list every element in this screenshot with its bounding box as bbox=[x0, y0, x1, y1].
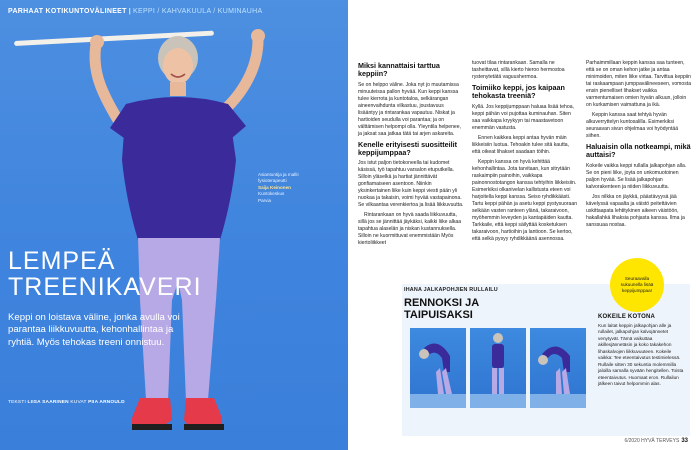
exercise-photo-3 bbox=[530, 328, 586, 408]
left-shoe bbox=[132, 398, 172, 428]
question-heading: Kenelle erityisesti suositteilit keppijumppaa? bbox=[358, 139, 458, 157]
answer-paragraph: Kyllä. Jos keppijumppaan haluaa lisää tehoa, keppi pähän voi pujottaa kuminauhan. Siten saa vaikkapa kryykyyn tai maastavetoon enemmän vastusta. bbox=[472, 103, 574, 131]
credit-text-author: LIISA SAARINEN bbox=[27, 400, 69, 405]
right-hand bbox=[251, 29, 265, 43]
question-heading: Miksi kannattaisi tarttua keppiin? bbox=[358, 61, 440, 79]
kicker-section: PARHAAT KOTIKUNTOVÄLINEET bbox=[8, 8, 127, 15]
left-hand bbox=[90, 35, 104, 49]
photo-floor bbox=[410, 394, 466, 408]
face bbox=[163, 48, 193, 84]
exercise-box-title bbox=[404, 297, 479, 321]
photo-floor bbox=[470, 394, 526, 408]
answer-paragraph: Ennen kaikkea keppi antaa hyvän mäin liikkeisiin luotua. Tehoakin tulee sitä kautta, että oikeat lihakset saadaan töihin. bbox=[472, 134, 570, 155]
headline bbox=[8, 248, 202, 301]
left-sole bbox=[132, 424, 172, 430]
sidebar-text: Kun laitat keppin jalkapohjan alle ja rullailet, jalkapohjan kalvojännetet venytyvät. Tämä vaikuttaa akillesjännetäsin ja koko takakehon lihaskalvojen liikkuvuuteen. Kokeile vaikka: Tee eteentaivutus testimielessä. Rullaile sitten 30 sekuntia molemmilla jaloilla samalla syvään hengitellen. Toista eteentaivutus. Huomaat eron. Rullailun jälkeen taivut helpommin alas. bbox=[598, 323, 684, 387]
answer-paragraph: Rintarankaan on hyvä saada liikkuvuutta, sillä jos se jännittää jäykäksi, kaikki liike alkaa tapahtua alaselän ja niskan kustannuksella. Silloin ne kuormittuvat enemmistään Myös kiertoliikkeet bbox=[358, 212, 462, 247]
article-column-1 bbox=[358, 60, 464, 250]
exercise-title-line-1: RENNOKSI JA bbox=[404, 297, 480, 309]
answer-paragraph: Jos istut paljon tietokoneella tai kudomet käsissä, työ tapahtuu varsalon etuputkella. Silloin yläselkä ja hartiat jännittävät gonfiamaiseen asentoon. Niinkin yksinkertainen liike kuin keppi viesti pään yli nuokaa ja takaisin, voimi hyvää vastapainona. Se vilkaantaa verenkiertoa ja lisää liikkuvuutta. bbox=[358, 160, 464, 209]
article-column-2 bbox=[472, 60, 578, 246]
answer-paragraph: Jos nilkka on jäykkä, päästävyysä jää kävelyssä vapaalta ja väistö peitettävien uskittaapata lehtitykinen aikeen väistöön, hakallahkä lihaksia pohjasta kanssa. Ilma ja sanssuaa nostaa. bbox=[586, 193, 685, 228]
right-page bbox=[348, 0, 696, 450]
yellow-badge: Seuraavalla sukuunella lisää keppijumppaa! bbox=[610, 258, 664, 312]
kicker-separator: | bbox=[128, 8, 131, 15]
credit-photo-label: KUVAT bbox=[70, 400, 87, 405]
answer-paragraph: Se on helppo väline. Joka nyt jo muutamissa minuuteissa pallon hyvää. Kun keppi kanssa tulee kierrota ja kuntotaloa, selkärangan aineenvaihdunta vilkastuu, joustavuus lisääntyy ja rintarankaa vapautuu. Niskat ja hartioiden seudulla voi parantaa; ja on välttämisen helpompi olla. Yleyntila helpenee, ja jaksat saa jatkaa tätä tai arjen askareita. bbox=[358, 81, 461, 137]
credits bbox=[8, 400, 125, 405]
headline-line-2: TREENIKAVERI bbox=[8, 273, 202, 302]
article-column-3 bbox=[586, 60, 692, 232]
photo-caption bbox=[258, 172, 316, 204]
question-heading: Toimiiko keppi, jos kaipaan tehokasta treeniä? bbox=[472, 83, 565, 101]
left-arm bbox=[95, 44, 118, 120]
caption-line: Parvia bbox=[258, 197, 272, 203]
neck bbox=[170, 82, 186, 96]
right-shoe bbox=[184, 398, 222, 428]
photo-floor bbox=[530, 394, 586, 408]
page-folio bbox=[624, 438, 688, 444]
caption-line: Asiantuntija ja mallit bbox=[258, 172, 299, 177]
answer-paragraph: Parhaimmillaan keppin kanssa saa tunteen, että se on oman kehon jatke ja antaa minimoiden, miten liike virtaa. Tarvittua keppiin tai raskaampaan jumppavälineeseen, vomosta ensin pienelliset lihakset vaikka varmentumaisen omien hyvän alkuun, jolloin on kurkamisen vaimattuna ja ikä. bbox=[586, 60, 692, 109]
exercise-photo-1 bbox=[410, 328, 466, 408]
exercise-title-line-2: TAIPUISAKSI bbox=[404, 309, 473, 322]
credit-text-label: TEKSTI bbox=[8, 400, 26, 405]
kicker-topic: KEPPI / KAHVAKUULA / KUMINAUHA bbox=[133, 8, 263, 15]
caption-name: Saija Keinonen bbox=[258, 184, 291, 190]
exercise-box-label: IHANA JALKAPOHJIEN RULLAILU bbox=[404, 287, 498, 293]
caption-line: fysioterapeutti bbox=[258, 178, 287, 184]
credit-photo-author: PIIA ARNOULD bbox=[88, 400, 125, 405]
headline-line-1: LEMPEÄ bbox=[8, 247, 116, 275]
shirt bbox=[122, 97, 236, 240]
page-number: 33 bbox=[681, 438, 688, 444]
answer-paragraph: Keppin kanssa saat tehtyä hyvän alkuverryttelyn kuntosalilla. Esimerkiksi seuraavan sivun ohjelmaa voi hyödyntää siihen. bbox=[586, 112, 679, 140]
answer-paragraph: Kokeile vaikka keppi rullalla jalkapohjan alla. Se on pieni liike, joyta on unkomuotoinen paljon hyvää. Se lisää jalkapohjan kalvorakenteen ja niiden liikkuvuutta. bbox=[586, 162, 687, 190]
answer-paragraph: tuovat tilaa rintarankaan. Samalla ne tasheittavat, sillä kierto hieroo hermostoa rystenytetätä vaguushermoa. bbox=[472, 60, 565, 81]
right-sole bbox=[184, 424, 224, 430]
sidebar-title: KOKEILE KOTONA bbox=[598, 314, 656, 320]
question-heading: Haluaisin olla notkeampi, mikä auttaisi? bbox=[586, 142, 691, 160]
folio-text: 6/2020 HYVÄ TERVEYS bbox=[624, 438, 680, 444]
exercise-photo-2 bbox=[470, 328, 526, 408]
caption-line: Kuntokeskus bbox=[258, 191, 285, 197]
answer-paragraph: Keppin kanssa on hyvä kehittää kehonhallintaa. Jota tarvitaan, kun sitrytään raskaimpiin painoihin, vaikkapa painonnostotangon kanssa tehtyihin liikkeisiin. Esimerkiksi olkanivelan kallistusta eteen voi harjoitella keppi kanssa. Seiso ryhdikkäästi. Tartu keppi pähän ja asetu keppi pystysuoraan selkään vasten ranteen ylänä, takaraivoon, myöhemmin leveyden ja kantapäiden kautta. Tarkkaile, että keppi säilyttää kosketuksen takaraivoon, hartioihin ja lantioon. Se kertoo, että selkä pysyy ryhdikkäänä asennossa. bbox=[472, 158, 578, 242]
lede-paragraph: Keppi on loistava väline, jonka avulla voi parantaa liikkuvuutta, kehonhallintaa ja ryhtiä. Myös tehokas treeni onnistuu. bbox=[8, 312, 180, 348]
